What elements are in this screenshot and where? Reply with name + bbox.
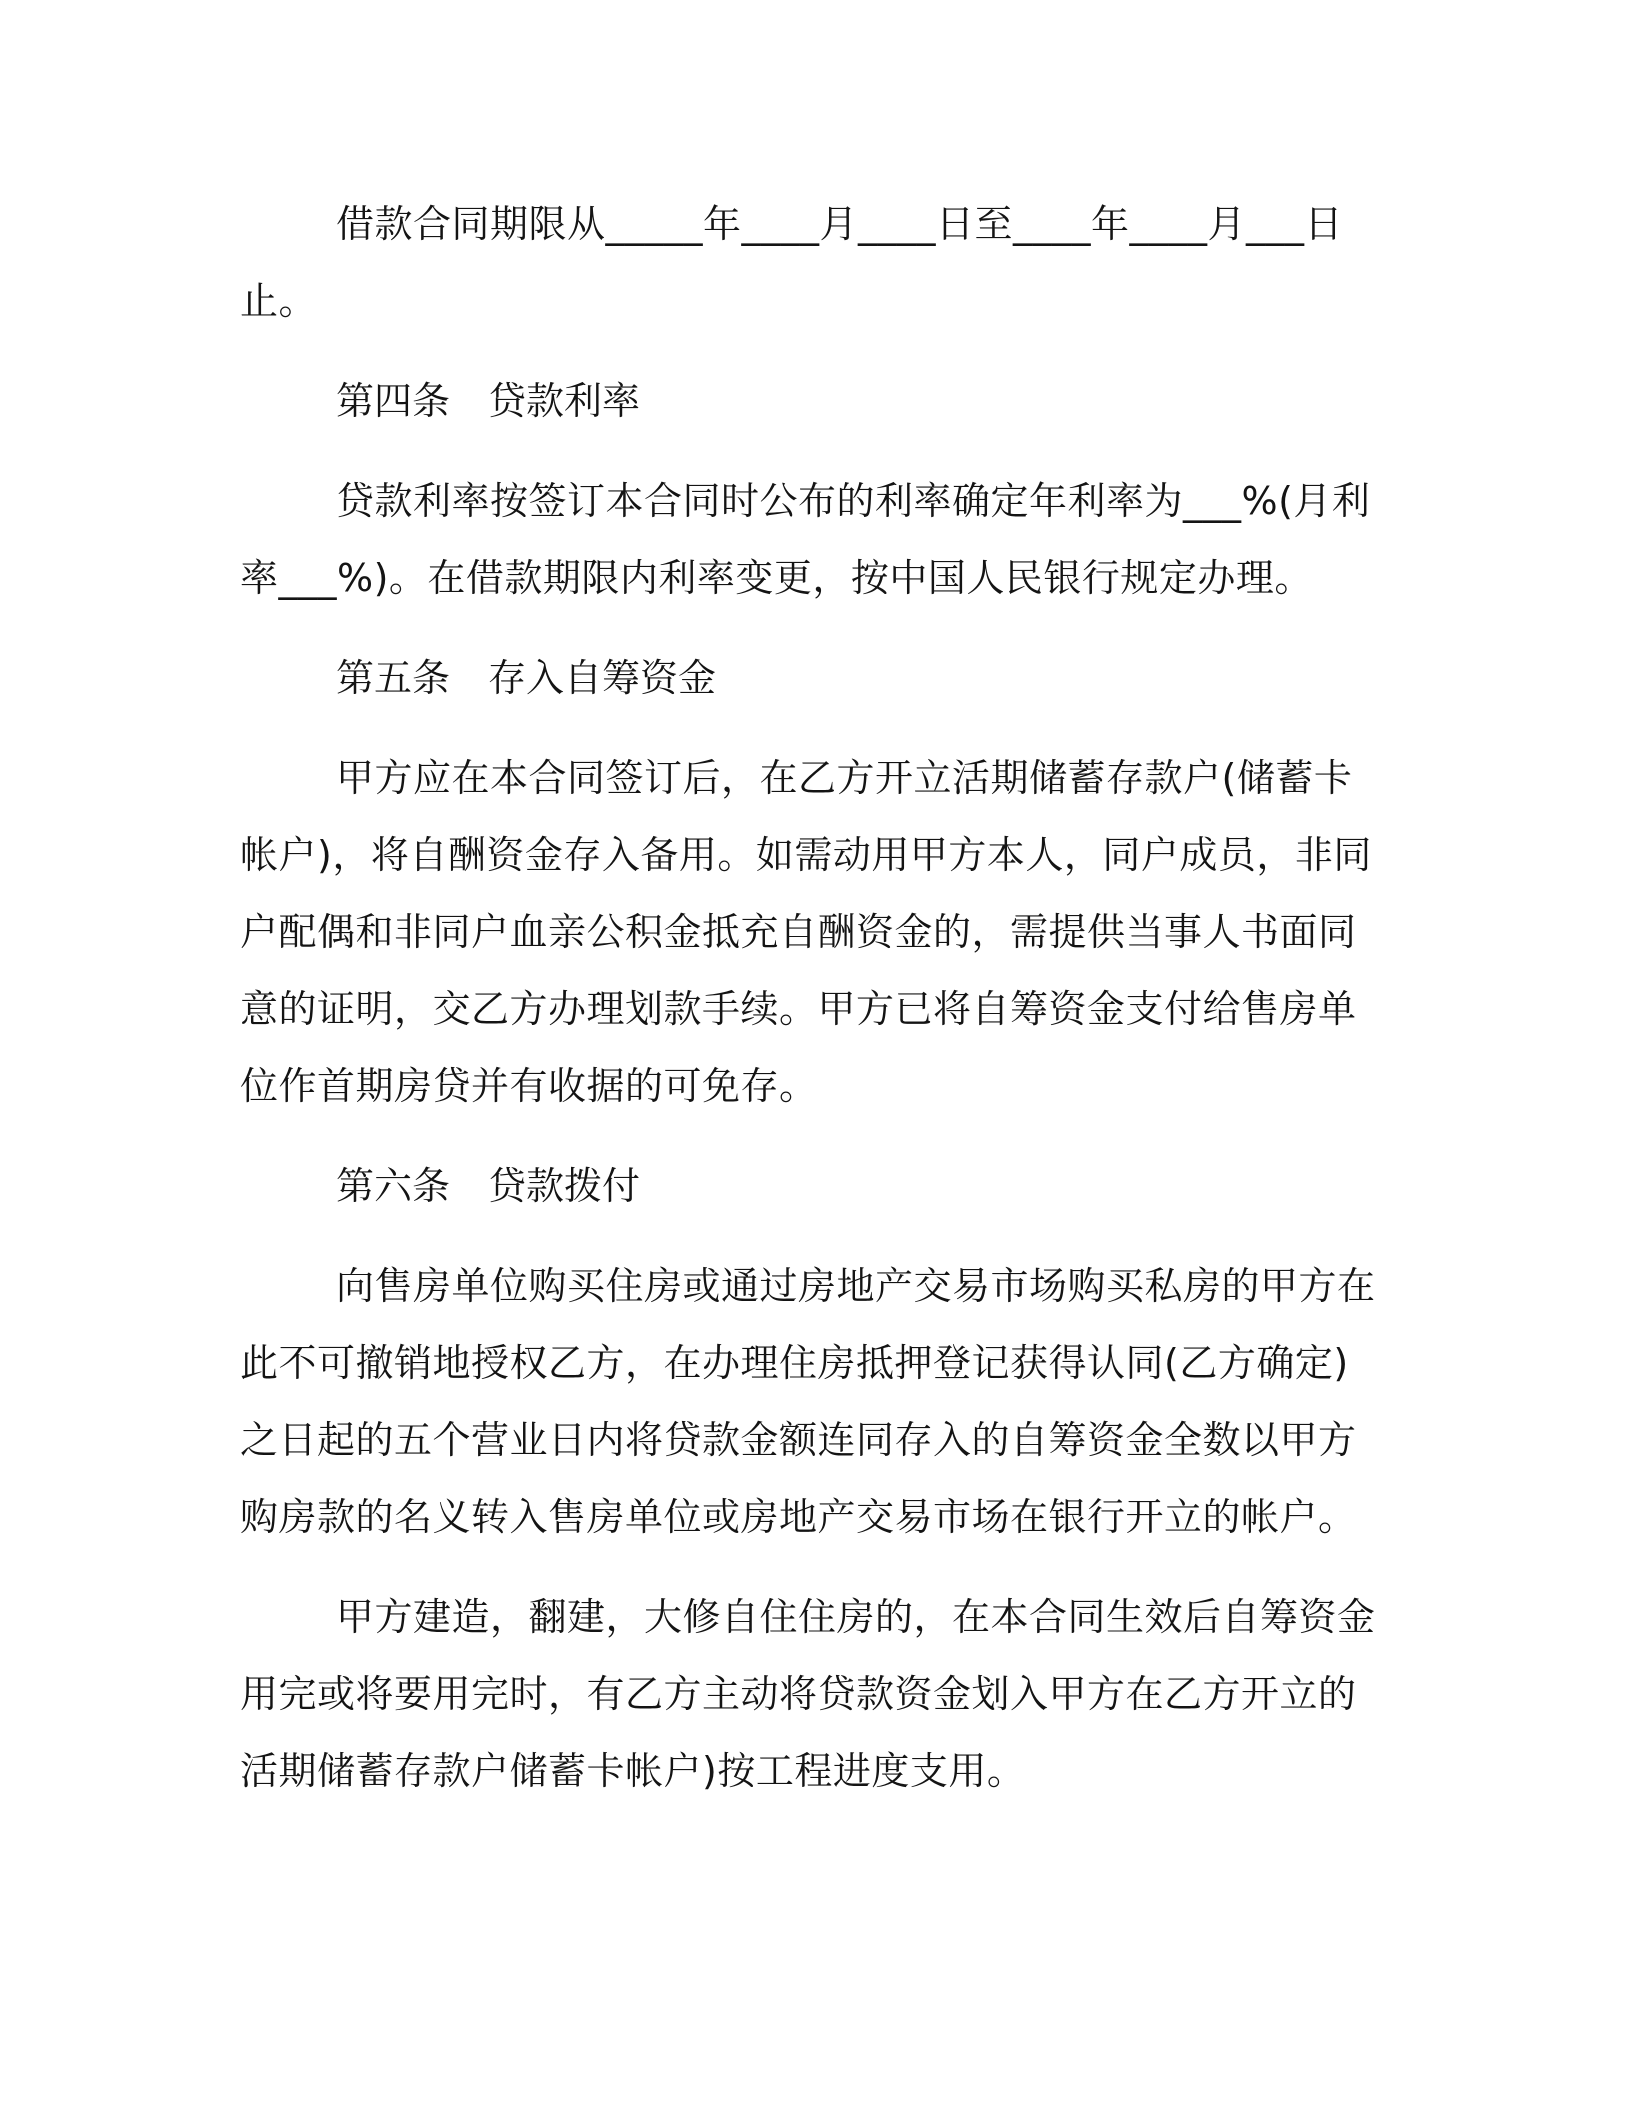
interest-rate-paragraph: 贷款利率按签订本合同时公布的利率确定年利率为___%(月利率___%)。在借款期限内利率变更，按中国人民银行规定办理。	[240, 479, 1371, 600]
article-4-heading: 第四条 贷款利率	[336, 379, 641, 423]
self-funds-paragraph: 甲方应在本合同签订后，在乙方开立活期储蓄存款户(储蓄卡帐户)，将自酬资金存入备用。如需动用甲方本人，同户成员，非同户配偶和非同户血亲公积金抵充自酬资金的，需提供当事人书面同意的证明，交乙方办理划款手续。甲方已将自筹资金支付给售房单位作首期房贷并有收据的可免存。	[240, 756, 1372, 1108]
article-5-heading: 第五条 存入自筹资金	[336, 656, 717, 700]
disbursement-construction-paragraph: 甲方建造，翻建，大修自住住房的，在本合同生效后自筹资金用完或将要用完时，有乙方主动将贷款资金划入甲方在乙方开立的活期储蓄存款户储蓄卡帐户)按工程进度支用。	[240, 1595, 1376, 1793]
article-6-heading: 第六条 贷款拨付	[336, 1164, 641, 1208]
loan-term-paragraph: 借款合同期限从_____年____月____日至____年____月___日止。	[240, 202, 1344, 323]
document-body	[240, 186, 1380, 1833]
disbursement-purchase-paragraph: 向售房单位购买住房或通过房地产交易市场购买私房的甲方在此不可撤销地授权乙方，在办理住房抵押登记获得认同(乙方确定)之日起的五个营业日内将贷款金额连同存入的自筹资金全数以甲方购房款的名义转入售房单位或房地产交易市场在银行开立的帐户。	[240, 1264, 1376, 1539]
